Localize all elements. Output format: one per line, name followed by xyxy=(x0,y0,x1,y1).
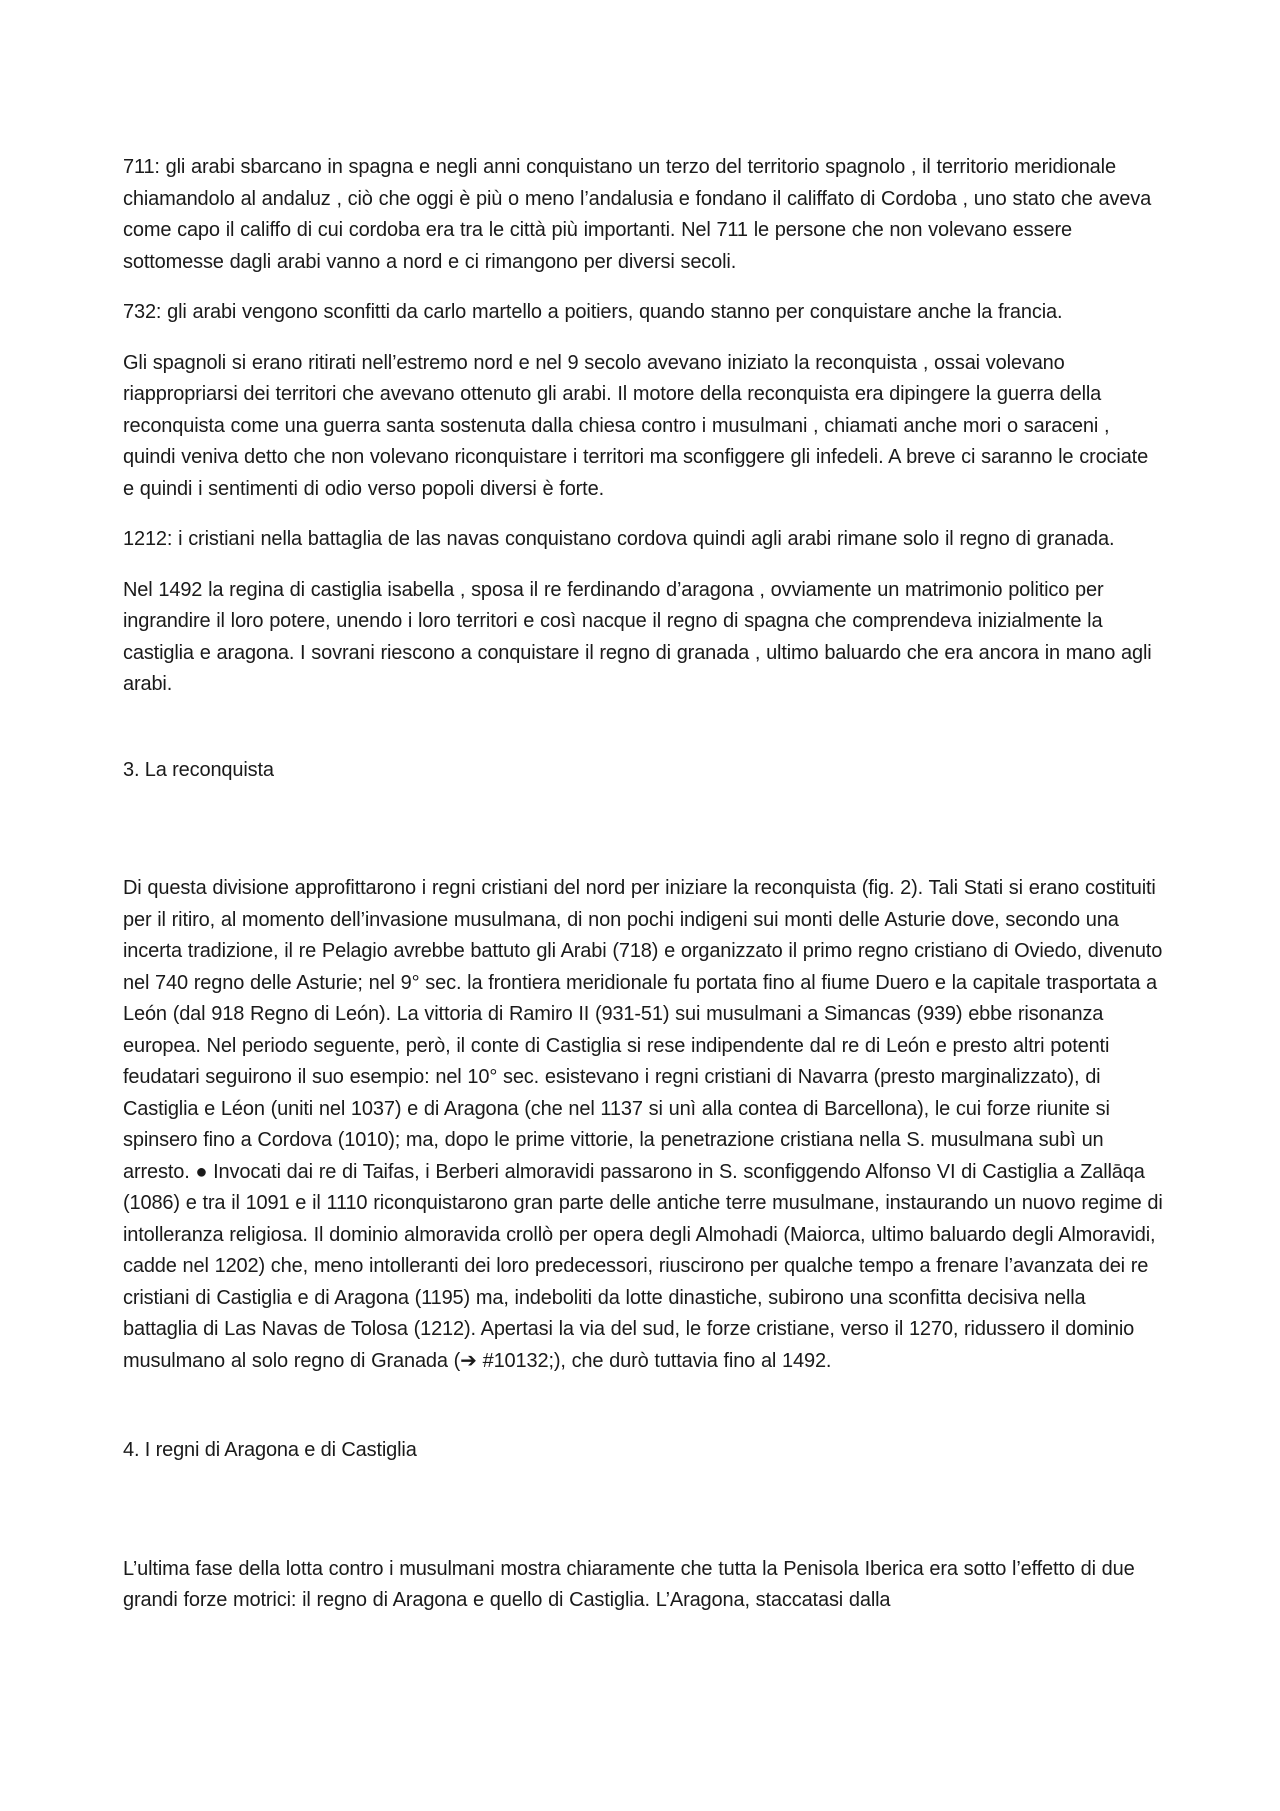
paragraph-711: 711: gli arabi sbarcano in spagna e negli anni conquistano un terzo del territorio spagnolo , il territorio meridionale chiamandolo al andaluz , ciò che oggi è più o meno l’andalusia e fondano il califfato di Cordoba , uno stato che aveva come capo il califfo di cui cordoba era tra le città più importanti. Nel 711 le persone che non volevano essere sottomesse dagli arabi vanno a nord e ci rimangono per diversi secoli. xyxy=(123,156,1152,273)
paragraph-reconquista-body: Di questa divisione approfittarono i regni cristiani del nord per iniziare la reconquista (fig. 2). Tali Stati si erano costituiti per il ritiro, al momento dell’invasione musulmana, di non pochi indigeni sui monti delle Asturie dove, secondo una incerta tradizione, il re Pelagio avrebbe battuto gli Arabi (718) e organizzato il primo regno cristiano di Oviedo, divenuto nel 740 regno delle Asturie; nel 9° sec. la frontiera meridionale fu portata fino al fiume Duero e la capitale trasportata a León (dal 918 Regno di León). La vittoria di Ramiro II (931-51) sui musulmani a Simancas (939) ebbe risonanza europea. Nel periodo seguente, però, il conte di Castiglia si rese indipendente dal re di León e presto altri potenti feudatari seguirono il suo esempio: nel 10° sec. esistevano i regni cristiani di Navarra (presto marginalizzato), di Castiglia e Léon (uniti nel 1037) e di Aragona (che nel 1137 si unì alla contea di Barcellona), le cui forze riunite si spinsero fino a Cordova (1010); ma, dopo le prime vittorie, la penetrazione cristiana nella S. musulmana subì un arresto. ● Invocati dai re di Taifas, i Berberi almoravidi passarono in S. sconfiggendo Alfonso VI di Castiglia a Zallāqa (1086) e tra il 1091 e il 1110 riconquistarono gran parte delle antiche terre musulmane, instaurando un nuovo regime di intolleranza religiosa. Il dominio almoravida crollò per opera degli Almohadi (Maiorca, ultimo baluardo degli Almoravidi, cadde nel 1202) che, meno intolleranti dei loro predecessori, riuscirono per qualche tempo a frenare l’avanzata dei re cristiani di Castiglia e di Aragona (1195) ma, indeboliti da lotte dinastiche, subirono una sconfitta decisiva nella battaglia di Las Navas de Tolosa (1212). Apertasi la via del sud, le forze cristiane, verso il 1270, ridussero il dominio musulmano al solo regno di Granada (➔ #10132;), che durò tuttavia fino al 1492. xyxy=(123,877,1163,1372)
paragraph-aragona-castiglia-body: L’ultima fase della lotta contro i musulmani mostra chiaramente che tutta la Penisola Iberica era sotto l’effetto di due grandi forze motrici: il regno di Aragona e quello di Castiglia. L’Aragona, staccatasi dalla xyxy=(123,1557,1135,1611)
paragraph-1492: Nel 1492 la regina di castiglia isabella , sposa il re ferdinando d’aragona , ovviamente un matrimonio politico per ingrandire il loro potere, unendo i loro territori e così nacque il regno di spagna che comprendeva inizialmente la castiglia e aragona. I sovrani riescono a conquistare il regno di granada , ultimo baluardo che era ancora in mano agli arabi. xyxy=(123,578,1152,695)
section-heading-aragona-castiglia: 4. I regni di Aragona e di Castiglia xyxy=(123,1439,417,1461)
document-page xyxy=(123,152,1163,1636)
section-heading-reconquista: 3. La reconquista xyxy=(123,758,274,781)
paragraph-reconquista-origins: Gli spagnoli si erano ritirati nell’estremo nord e nel 9 secolo avevano iniziato la reconquista , ossai volevano riappropriarsi dei territori che avevano ottenuto gli arabi. Il motore della reconquista era dipingere la guerra della reconquista come una guerra santa sostenuta dalla chiesa contro i musulmani , chiamati anche mori o saraceni , quindi veniva detto che non volevano riconquistare i territori ma sconfiggere gli infedeli. A breve ci saranno le crociate e quindi i sentimenti di odio verso popoli diversi è forte. xyxy=(123,351,1149,500)
paragraph-732: 732: gli arabi vengono sconfitti da carlo martello a poitiers, quando stanno per conquistare anche la francia. xyxy=(123,301,1063,323)
paragraph-1212: 1212: i cristiani nella battaglia de las navas conquistano cordova quindi agli arabi rimane solo il regno di granada. xyxy=(123,528,1115,550)
